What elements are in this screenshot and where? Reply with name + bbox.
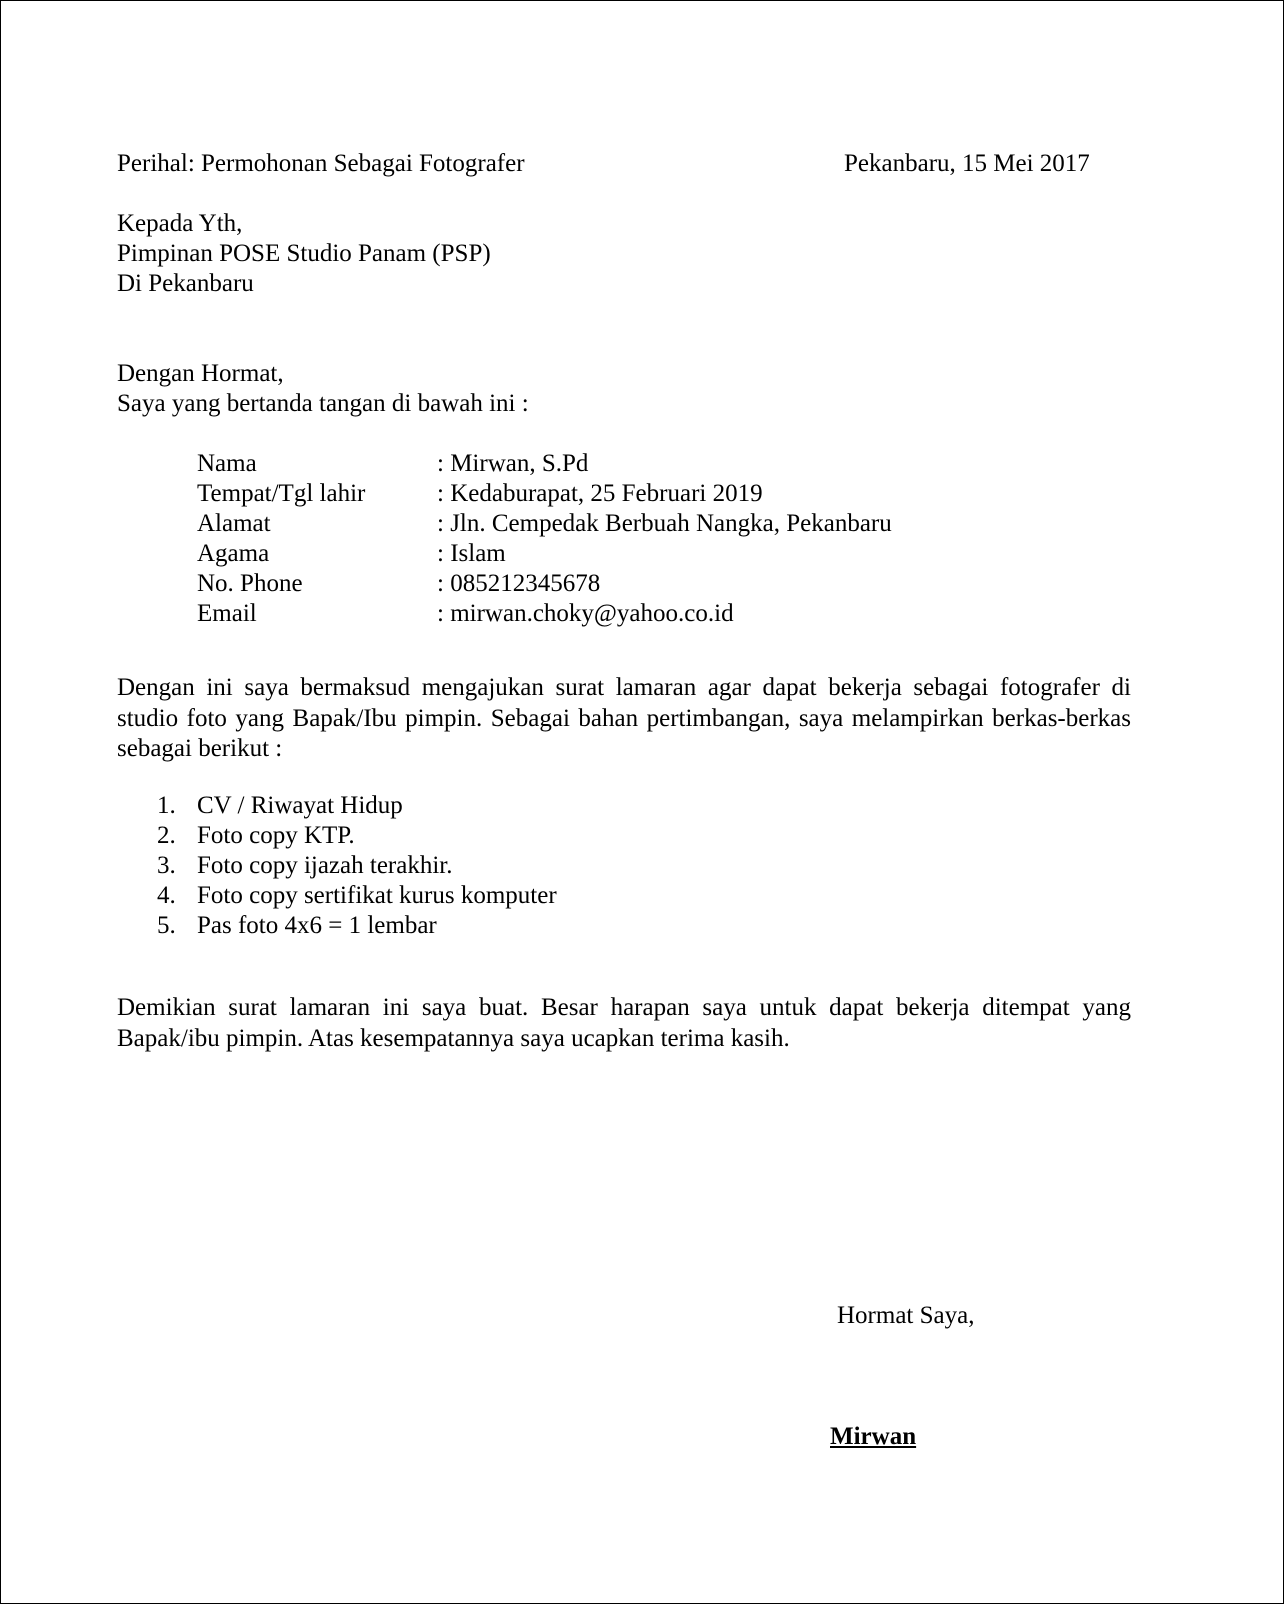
attachment-item: Foto copy KTP. (197, 822, 355, 849)
subject-line: Perihal: Permohonan Sebagai Fotografer (117, 150, 525, 177)
attachment-number: 5. (157, 912, 176, 939)
field-label-alamat: Alamat (197, 510, 271, 537)
intro-line: Saya yang bertanda tangan di bawah ini : (117, 390, 529, 417)
field-value-email: : mirwan.choky@yahoo.co.id (437, 600, 734, 627)
field-label-email: Email (197, 600, 257, 627)
body-paragraph: Dengan ini saya bermaksud mengajukan surat lamaran agar dapat bekerja sebagai fotografer di studio foto yang Bapak/Ibu pimpin. Sebagai bahan pertimbangan, saya melampirkan berkas-berkas sebagai berikut : (117, 674, 1131, 762)
attachment-item: Foto copy sertifikat kurus komputer (197, 882, 557, 909)
field-label-phone: No. Phone (197, 570, 303, 597)
attachment-item: Pas foto 4x6 = 1 lembar (197, 912, 437, 939)
recipient-line-3: Di Pekanbaru (117, 270, 254, 297)
attachment-number: 3. (157, 852, 176, 879)
greeting: Dengan Hormat, (117, 360, 284, 387)
closing-paragraph: Demikian surat lamaran ini saya buat. Besar harapan saya untuk dapat bekerja ditempat yang Bapak/ibu pimpin. Atas kesempatannya saya ucapkan terima kasih. (117, 994, 1131, 1052)
attachment-number: 4. (157, 882, 176, 909)
field-value-nama: : Mirwan, S.Pd (437, 450, 589, 477)
recipient-line-1: Kepada Yth, (117, 210, 243, 237)
signature-name: Mirwan (830, 1423, 917, 1450)
attachment-item: Foto copy ijazah terakhir. (197, 852, 453, 879)
field-value-alamat: : Jln. Cempedak Berbuah Nangka, Pekanbaru (437, 510, 892, 537)
recipient-line-2: Pimpinan POSE Studio Panam (PSP) (117, 240, 491, 267)
field-label-nama: Nama (197, 450, 257, 477)
field-label-ttl: Tempat/Tgl lahir (197, 480, 366, 507)
attachment-number: 2. (157, 822, 176, 849)
place-date: Pekanbaru, 15 Mei 2017 (844, 150, 1090, 177)
field-label-agama: Agama (197, 540, 270, 567)
attachment-number: 1. (157, 792, 176, 819)
field-value-ttl: : Kedaburapat, 25 Februari 2019 (437, 480, 763, 507)
signature-salutation: Hormat Saya, (837, 1302, 975, 1329)
attachment-item: CV / Riwayat Hidup (197, 792, 403, 819)
field-value-phone: : 085212345678 (437, 570, 601, 597)
field-value-agama: : Islam (437, 540, 506, 567)
